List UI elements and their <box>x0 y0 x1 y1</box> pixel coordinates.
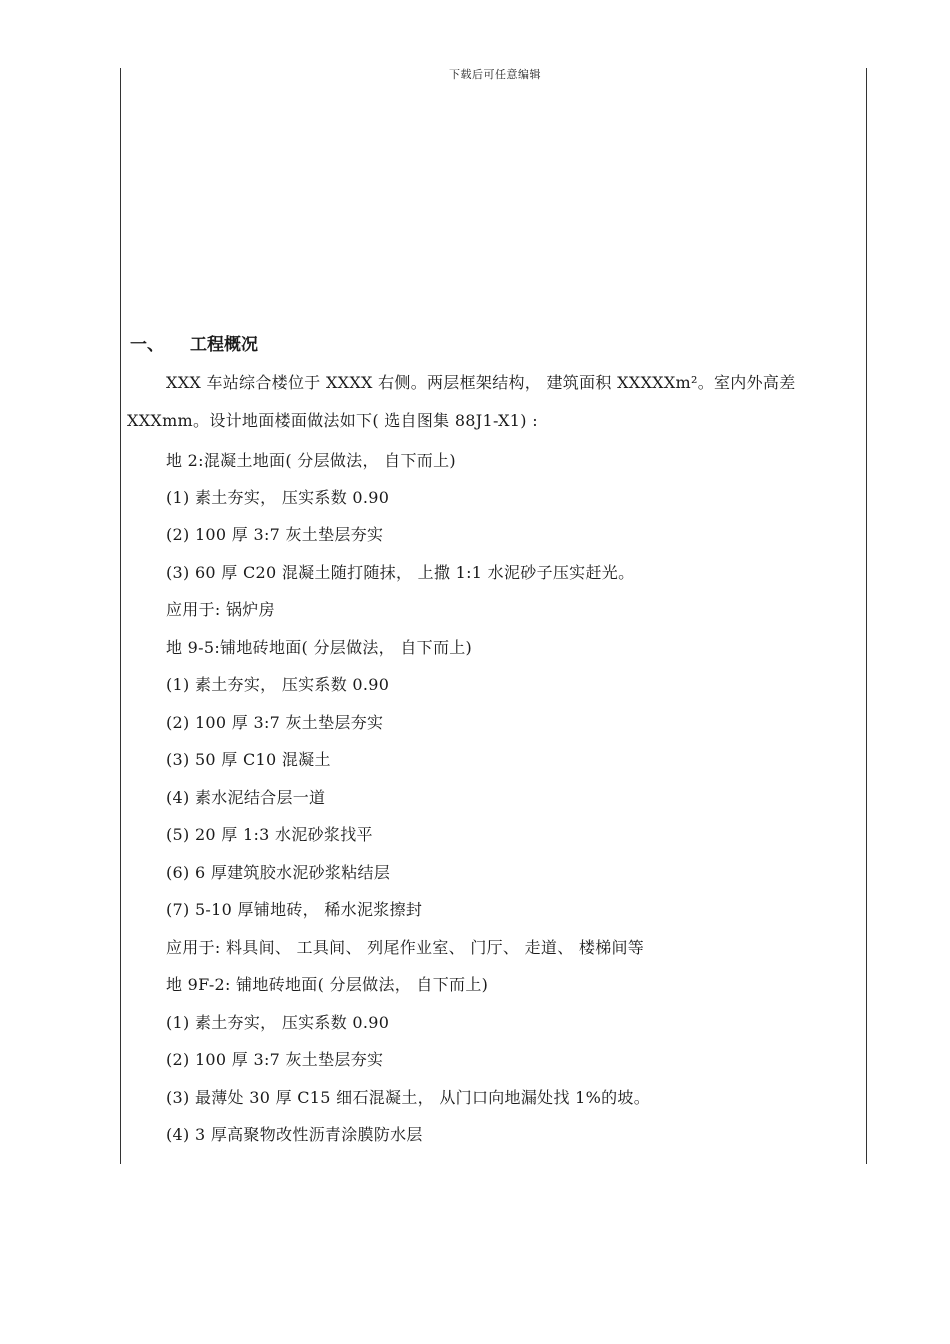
section-number: 一、 <box>130 335 164 355</box>
body-line: 地 2:混凝土地面( 分层做法， 自下而上) <box>166 451 456 470</box>
body-line: (1) 素土夯实， 压实系数 0.90 <box>166 675 390 694</box>
page-header: 下载后可任意编辑 <box>449 68 541 81</box>
body-line: 地 9-5:铺地砖地面( 分层做法， 自下而上) <box>166 638 473 657</box>
section-heading <box>130 330 258 355</box>
section-title: 工程概况 <box>190 335 258 355</box>
body-line: (7) 5-10 厚铺地砖， 稀水泥浆擦封 <box>166 900 423 919</box>
body-line: XXX 车站综合楼位于 XXXX 右侧。两层框架结构， 建筑面积 XXXXXm²。室内外高差 <box>166 373 796 392</box>
body-line: (4) 素水泥结合层一道 <box>166 788 326 807</box>
body-line: (4) 3 厚高聚物改性沥青涂膜防水层 <box>166 1125 423 1144</box>
body-line: 应用于: 料具间、 工具间、 列尾作业室、 门厅、 走道、 楼梯间等 <box>166 938 645 957</box>
body-line: (2) 100 厚 3:7 灰土垫层夯实 <box>166 1050 384 1069</box>
body-line: (1) 素土夯实， 压实系数 0.90 <box>166 1013 390 1032</box>
body-line: (3) 50 厚 C10 混凝土 <box>166 750 331 769</box>
body-line: (5) 20 厚 1:3 水泥砂浆找平 <box>166 825 373 844</box>
body-line: 应用于: 锅炉房 <box>166 600 275 619</box>
body-line: 地 9F-2: 铺地砖地面( 分层做法， 自下而上) <box>166 975 489 994</box>
body-line: (2) 100 厚 3:7 灰土垫层夯实 <box>166 713 384 732</box>
body-line: (6) 6 厚建筑胶水泥砂浆粘结层 <box>166 863 391 882</box>
body-line: (3) 最薄处 30 厚 C15 细石混凝土， 从门口向地漏处找 1%的坡。 <box>166 1088 651 1107</box>
body-line: (2) 100 厚 3:7 灰土垫层夯实 <box>166 525 384 544</box>
body-line: (1) 素土夯实， 压实系数 0.90 <box>166 488 390 507</box>
body-line: XXXmm。设计地面楼面做法如下( 选自图集 88J1-X1) : <box>127 411 538 430</box>
table-border-right <box>866 68 867 1164</box>
table-border-left <box>120 68 121 1164</box>
body-line: (3) 60 厚 C20 混凝土随打随抹， 上撒 1:1 水泥砂子压实赶光。 <box>166 563 635 582</box>
